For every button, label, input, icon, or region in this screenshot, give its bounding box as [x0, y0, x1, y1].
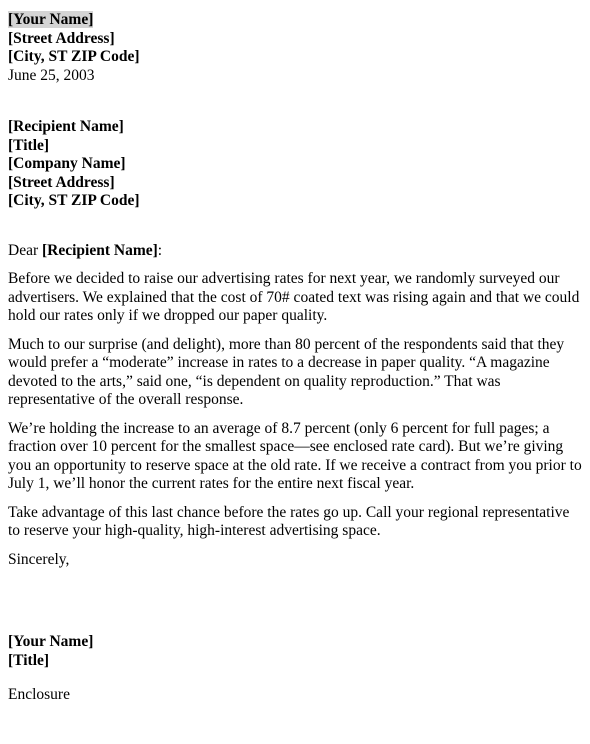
salutation-prefix: Dear: [8, 241, 42, 259]
recipient-city[interactable]: [City, ST ZIP Code]: [8, 192, 140, 209]
signature-block: [8, 633, 584, 670]
spacer: [8, 211, 584, 242]
recipient-block: [8, 118, 584, 211]
recipient-title[interactable]: [Title]: [8, 136, 50, 154]
salutation-name[interactable]: [Recipient Name]: [42, 241, 158, 259]
closing: Sincerely,: [8, 550, 70, 568]
body-paragraph-1: Before we decided to raise our advertising rates for next year, we randomly surveyed our advertisers. We explained that the cost of 70# coated text was rising again and that we could hold our rates only if we dropped our paper quality.: [8, 270, 580, 324]
letter-page: [8, 11, 584, 705]
sender-name-line[interactable]: [8, 11, 584, 30]
sender-block: [8, 11, 584, 85]
enclosure-notation: Enclosure: [8, 686, 70, 703]
spacer: [8, 85, 584, 118]
sender-city[interactable]: [City, ST ZIP Code]: [8, 48, 140, 65]
signature-name[interactable]: [Your Name]: [8, 633, 94, 650]
sender-name-placeholder[interactable]: [Your Name]: [8, 11, 94, 28]
recipient-street[interactable]: [Street Address]: [8, 173, 115, 191]
signature-space: [8, 569, 584, 633]
body-paragraph-3: We’re holding the increase to an average of 8.7 percent (only 6 percent for full pages; a fraction over 10 percent for the smallest space—see enclosed rate card). But we’re giving you an opportunity to reserve space at the old rate. If we receive a contract from you prior to July 1, we’ll honor the current rates for the entire next fiscal year.: [8, 419, 582, 492]
body-paragraph-4: Take advantage of this last chance before the rates go up. Call your regional representative to reserve your high-quality, high-interest advertising space.: [8, 503, 570, 539]
signature-title[interactable]: [Title]: [8, 651, 50, 669]
sender-street[interactable]: [Street Address]: [8, 29, 115, 47]
recipient-name[interactable]: [Recipient Name]: [8, 118, 124, 135]
salutation-suffix: :: [157, 241, 163, 259]
salutation: [8, 242, 584, 261]
body-paragraph-2: Much to our surprise (and delight), more than 80 percent of the respondents said that they would prefer a “moderate” increase in rates to a decrease in paper quality. “A magazine devoted to the arts,” said one, “is dependent on quality reproduction.” That was representative of the overall response.: [8, 335, 565, 408]
recipient-company[interactable]: [Company Name]: [8, 155, 126, 172]
letter-date[interactable]: June 25, 2003: [8, 66, 95, 84]
